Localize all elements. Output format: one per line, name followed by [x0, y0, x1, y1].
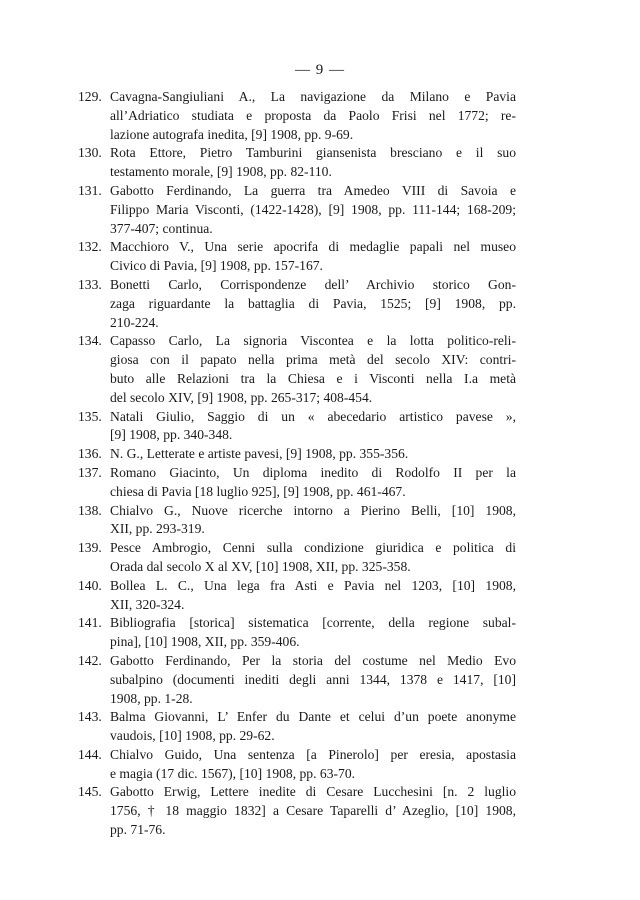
- entry-number: 139.: [78, 540, 102, 556]
- entry-text-line: del secolo XIV, [9] 1908, pp. 265-317; 408-454.: [110, 389, 373, 405]
- entry-number: 144.: [78, 746, 102, 762]
- entry-number: 133.: [78, 276, 102, 292]
- bibliography-entry: [78, 783, 516, 839]
- bibliography-list: [78, 88, 516, 840]
- entry-text-line: Civico di Pavia, [9] 1908, pp. 157-167.: [110, 258, 323, 274]
- bibliography-entry: [78, 144, 516, 182]
- entry-text-line: 210-224.: [110, 314, 159, 330]
- entry-text-line: Chialvo Guido, Una sentenza [a Pinerolo] per eresia, apostasia: [110, 746, 516, 762]
- entry-number: 141.: [78, 615, 102, 631]
- bibliography-entry: [78, 332, 516, 407]
- entry-number: 134.: [78, 333, 102, 349]
- entry-text-line: Natali Giulio, Saggio di un « abecedario artistico pavese »,: [110, 408, 516, 424]
- entry-number: 140.: [78, 577, 102, 593]
- bibliography-entry: [78, 408, 516, 446]
- entry-text-line: giosa con il papato nella prima metà del secolo XIV: contri-: [110, 352, 516, 368]
- entry-text-line: pp. 71-76.: [110, 822, 166, 838]
- entry-text-line: 377-407; continua.: [110, 220, 213, 236]
- bibliography-entry: [78, 746, 516, 784]
- entry-number: 135.: [78, 408, 102, 424]
- entry-text-line: Filippo Maria Visconti, (1422-1428), [9] 1908, pp. 111-144; 168-209;: [110, 201, 516, 217]
- entry-text-line: Balma Giovanni, L’ Enfer du Dante et celui d’un poete anonyme: [110, 709, 516, 725]
- page-number: — 9 —: [295, 62, 345, 78]
- entry-text-line: Romano Giacinto, Un diploma inedito di Rodolfo II per la: [110, 464, 516, 480]
- entry-number: 129.: [78, 89, 102, 104]
- entry-number: 145.: [78, 784, 102, 800]
- entry-number: 138.: [78, 502, 102, 518]
- entry-text-line: zaga riguardante la battaglia di Pavia, 1525; [9] 1908, pp.: [110, 295, 516, 311]
- entry-text-line: 1908, pp. 1-28.: [110, 690, 193, 706]
- entry-text-line: Pesce Ambrogio, Cenni sulla condizione giuridica e politica di: [110, 540, 516, 556]
- bibliography-entry: [78, 445, 516, 464]
- bibliography-entry: [78, 652, 516, 708]
- entry-text-line: [9] 1908, pp. 340-348.: [110, 427, 233, 443]
- entry-number: 136.: [78, 446, 102, 462]
- entry-number: 143.: [78, 709, 102, 725]
- entry-text-line: Gabotto Ferdinando, Per la storia del costume nel Medio Evo: [110, 652, 516, 668]
- entry-text-line: Macchioro V., Una serie apocrifa di medaglie papali nel museo: [110, 239, 516, 255]
- entry-number: 130.: [78, 145, 102, 161]
- bibliography-entry: [78, 238, 516, 276]
- entry-text-line: testamento morale, [9] 1908, pp. 82-110.: [110, 164, 332, 180]
- entry-text-line: Bonetti Carlo, Corrispondenze dell’ Archivio storico Gon-: [110, 276, 516, 292]
- entry-text-line: Bollea L. C., Una lega fra Asti e Pavia nel 1203, [10] 1908,: [110, 577, 516, 593]
- bibliography-entry: [78, 577, 516, 615]
- entry-number: 142.: [78, 652, 102, 668]
- entry-number: 131.: [78, 182, 102, 198]
- bibliography-entry: [78, 276, 516, 332]
- entry-text-line: chiesa di Pavia [18 luglio 925], [9] 1908, pp. 461-467.: [110, 483, 406, 499]
- entry-text-line: Bibliografia [storica] sistematica [corrente, della regione subal-: [110, 615, 516, 631]
- entry-text-line: e magia (17 dic. 1567), [10] 1908, pp. 63-70.: [110, 765, 356, 781]
- entry-text-line: XII, 320-324.: [110, 596, 185, 612]
- entry-text-line: vaudois, [10] 1908, pp. 29-62.: [110, 728, 275, 744]
- entry-number: 137.: [78, 464, 102, 480]
- entry-text-line: subalpino (documenti inediti degli anni 1344, 1378 e 1417, [10]: [110, 671, 516, 687]
- entry-text-line: pina], [10] 1908, XII, pp. 359-406.: [110, 634, 300, 650]
- entry-text-line: Capasso Carlo, La signoria Viscontea e la lotta politico-reli-: [110, 333, 516, 349]
- entry-number: 132.: [78, 239, 102, 255]
- entry-text-line: lazione autografa inedita, [9] 1908, pp. 9-69.: [110, 126, 354, 142]
- entry-text-line: N. G., Letterate e artiste pavesi, [9] 1908, pp. 355-356.: [110, 446, 409, 462]
- bibliography-entry: [78, 464, 516, 502]
- entry-text-line: 1756, † 18 maggio 1832] a Cesare Taparelli d’ Azeglio, [10] 1908,: [110, 803, 516, 819]
- bibliography-entry: [78, 88, 516, 144]
- entry-text-line: XII, pp. 293-319.: [110, 521, 205, 537]
- entry-text-line: Gabotto Ferdinando, La guerra tra Amedeo VIII di Savoia e: [110, 182, 516, 198]
- bibliography-entry: [78, 708, 516, 746]
- bibliography-entry: [78, 502, 516, 540]
- bibliography-entry: [78, 182, 516, 238]
- entry-text-line: all’Adriatico studiata e proposta da Paolo Frisi nel 1772; re-: [110, 107, 516, 123]
- bibliography-entry: [78, 539, 516, 577]
- entry-text-line: Chialvo G., Nuove ricerche intorno a Pierino Belli, [10] 1908,: [110, 502, 516, 518]
- entry-text-line: Orada dal secolo X al XV, [10] 1908, XII, pp. 325-358.: [110, 558, 411, 574]
- entry-text-line: Cavagna-Sangiuliani A., La navigazione da Milano e Pavia: [110, 89, 516, 104]
- entry-text-line: Gabotto Erwig, Lettere inedite di Cesare Lucchesini [n. 2 luglio: [110, 784, 516, 800]
- bibliography-entry: [78, 614, 516, 652]
- entry-text-line: buto alle Relazioni tra la Chiesa e i Visconti nella I.a metà: [110, 370, 516, 386]
- entry-text-line: Rota Ettore, Pietro Tamburini giansenista bresciano e il suo: [110, 145, 516, 161]
